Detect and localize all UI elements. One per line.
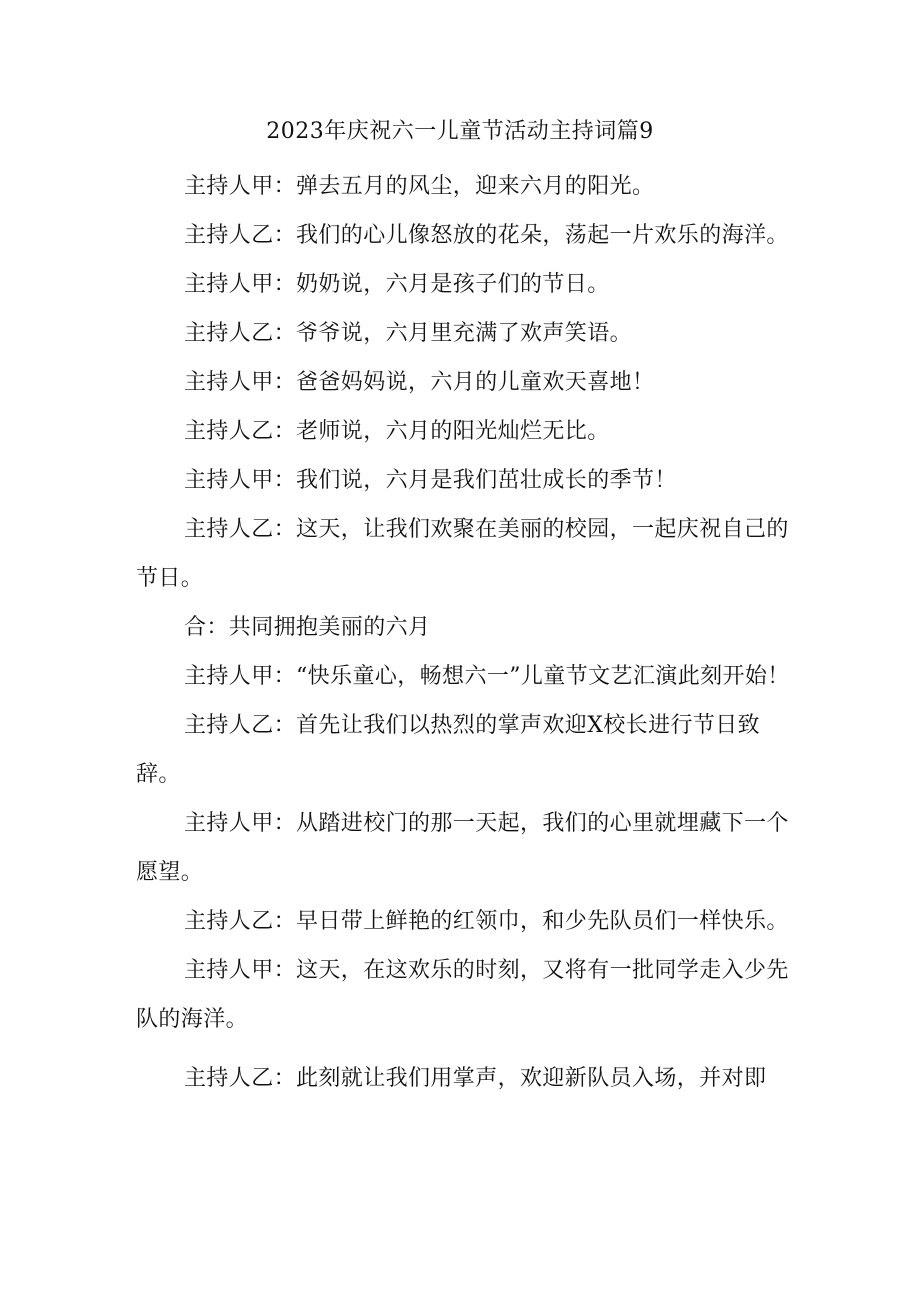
- paragraph-4: 主持人乙：爷爷说，六月里充满了欢声笑语。: [184, 321, 633, 346]
- document-body: [136, 162, 796, 1103]
- paragraph-9: 合：共同拥抱美丽的六月: [184, 615, 431, 640]
- paragraph-5: 主持人甲：爸爸妈妈说，六月的儿童欢天喜地！: [184, 370, 655, 395]
- paragraph-12: 主持人甲：从踏进校门的那一天起，我们的心里就埋藏下一个愿望。: [136, 811, 789, 885]
- document-title: 2023年庆祝六一儿童节活动主持词篇9: [266, 119, 654, 144]
- paragraph-1: 主持人甲：弹去五月的风尘，迎来六月的阳光。: [184, 174, 655, 199]
- paragraph-7: 主持人甲：我们说，六月是我们茁壮成长的季节！: [184, 468, 677, 493]
- paragraph-11: 主持人乙：首先让我们以热烈的掌声欢迎X校长进行节日致辞。: [136, 713, 761, 787]
- paragraph-10: 主持人甲：“快乐童心，畅想六一”儿童节文艺汇演此刻开始！: [184, 664, 790, 689]
- paragraph-2: 主持人乙：我们的心儿像怒放的花朵，荡起一片欢乐的海洋。: [184, 223, 789, 248]
- paragraph-8: 主持人乙：这天，让我们欢聚在美丽的校园，一起庆祝自己的节日。: [136, 517, 789, 591]
- paragraph-13: 主持人乙：早日带上鲜艳的红领巾，和少先队员们一样快乐。: [184, 909, 789, 934]
- paragraph-14: 主持人甲：这天，在这欢乐的时刻，又将有一批同学走入少先队的海洋。: [136, 958, 789, 1032]
- paragraph-15: 主持人乙：此刻就让我们用掌声，欢迎新队员入场，并对即: [184, 1066, 767, 1091]
- paragraph-3: 主持人甲：奶奶说，六月是孩子们的节日。: [184, 272, 610, 297]
- paragraph-6: 主持人乙：老师说，六月的阳光灿烂无比。: [184, 419, 610, 444]
